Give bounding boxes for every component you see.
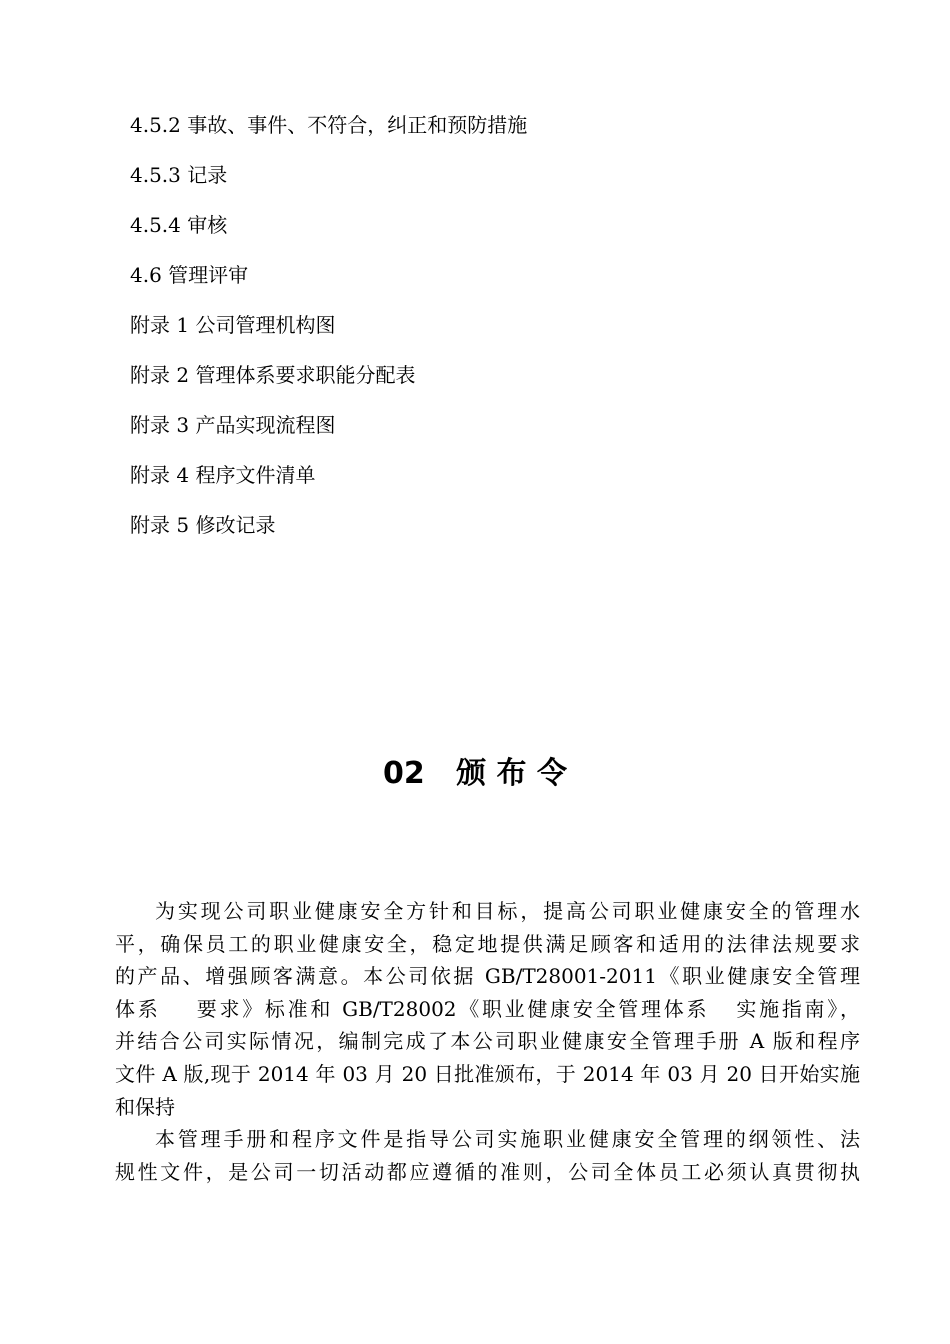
toc-item: 4.6 管理评审 <box>130 263 249 287</box>
toc-item: 附录 2 管理体系要求职能分配表 <box>130 363 416 387</box>
toc-item: 附录 4 程序文件清单 <box>130 463 316 487</box>
toc-item: 附录 5 修改记录 <box>130 513 276 537</box>
paragraph-line: 和保持 <box>115 1094 175 1119</box>
paragraph-line: 平，确保员工的职业健康安全，稳定地提供满足顾客和适用的法律法规要求 <box>115 931 860 956</box>
toc-item: 4.5.3 记录 <box>130 163 228 187</box>
paragraph-line: 并结合公司实际情况，编制完成了本公司职业健康安全管理手册 A 版和程序 <box>115 1029 860 1054</box>
paragraph-line: 本管理手册和程序文件是指导公司实施职业健康安全管理的纲领性、法 <box>155 1127 860 1152</box>
paragraph-line: 体系 要求》标准和 GB/T28002《职业健康安全管理体系 实施指南》， <box>115 996 860 1021</box>
paragraph-line: 规性文件，是公司一切活动都应遵循的准则，公司全体员工必须认真贯彻执 <box>115 1159 860 1184</box>
body-text <box>115 895 860 1188</box>
toc-item: 附录 3 产品实现流程图 <box>130 413 336 437</box>
table-of-contents <box>130 110 527 560</box>
paragraph-line: 为实现公司职业健康安全方针和目标，提高公司职业健康安全的管理水 <box>155 899 860 923</box>
toc-item: 4.5.4 审核 <box>130 213 228 237</box>
paragraph-line: 的产品、增强顾客满意。本公司依据 GB/T28001-2011《职业健康安全管理 <box>115 964 860 989</box>
toc-item: 附录 1 公司管理机构图 <box>130 313 336 337</box>
paragraph-line: 文件 A 版,现于 2014 年 03 月 20 日批准颁布，于 2014 年 03 月 20 日开始实施 <box>115 1061 860 1086</box>
toc-item: 4.5.2 事故、事件、不符合，纠正和预防措施 <box>130 113 528 137</box>
section-heading: 02 颁 布 令 <box>383 756 567 791</box>
